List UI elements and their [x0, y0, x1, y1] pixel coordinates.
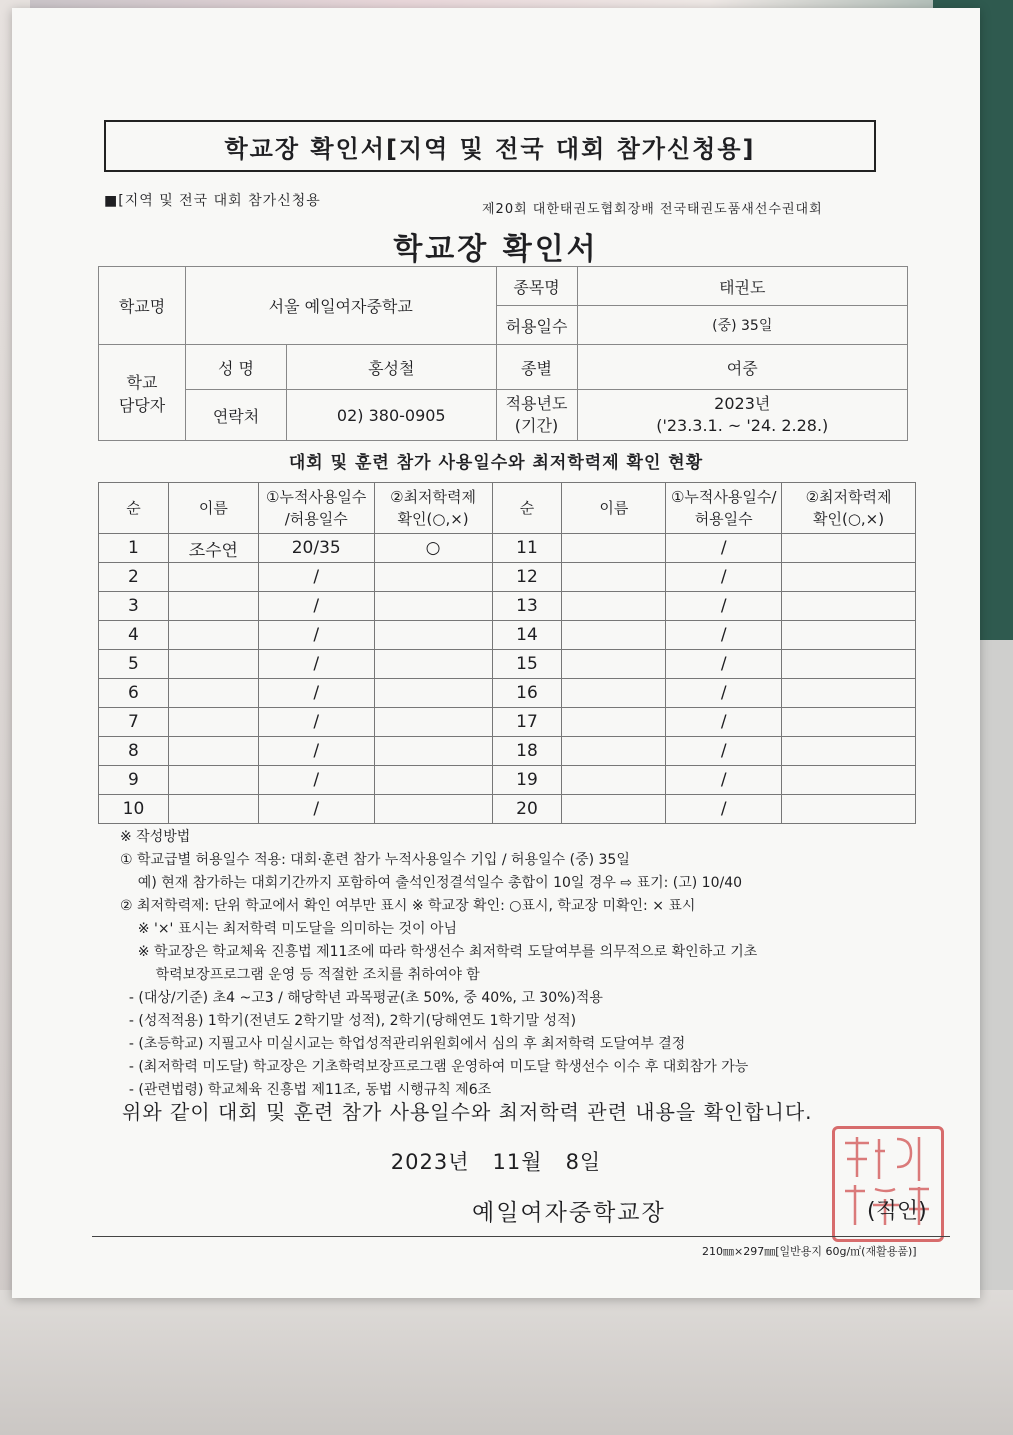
academic-check-cell: [782, 766, 916, 795]
header-days: ①누적사용일수 /허용일수: [258, 483, 374, 534]
issue-date: 2023년 11월 8일: [390, 1150, 602, 1174]
document-paper: [12, 8, 980, 1298]
row-number-cell: 18: [492, 737, 562, 766]
header-check: ②최저학력제 확인(○,×): [374, 483, 492, 534]
row-number-cell: 8: [99, 737, 169, 766]
instruction-line: - (최저학력 미도달) 학교장은 기초학력보장프로그램 운영하여 미도달 학생선수 이수 후 대회참가 가능: [120, 1059, 749, 1075]
student-name-cell: [562, 708, 666, 737]
row-number-cell: 6: [99, 679, 169, 708]
student-name-cell: [168, 795, 258, 824]
allowed-days-label: 허용일수: [496, 306, 577, 345]
contact-value: 02) 380-0905: [287, 390, 497, 441]
header-no: 순: [99, 483, 169, 534]
event-value: 태권도: [577, 267, 908, 306]
year-label: 적용년도 (기간): [496, 390, 577, 441]
row-number-cell: 5: [99, 650, 169, 679]
instruction-line: - (대상/기준) 초4 ~고3 / 해당학년 과목평균(초 50%, 중 40%, 고 30%)적용: [120, 990, 603, 1006]
days-used-cell: /: [258, 592, 374, 621]
days-used-cell: /: [666, 766, 782, 795]
row-number-cell: 14: [492, 621, 562, 650]
academic-check-cell: [374, 795, 492, 824]
row-number-cell: 1: [99, 534, 169, 563]
days-used-cell: /: [666, 795, 782, 824]
academic-check-cell: [782, 650, 916, 679]
academic-check-cell: [782, 679, 916, 708]
academic-check-cell: [782, 621, 916, 650]
days-used-cell: /: [258, 795, 374, 824]
student-name-cell: [562, 795, 666, 824]
student-name-cell: [562, 621, 666, 650]
info-table: [98, 266, 908, 441]
row-number-cell: 3: [99, 592, 169, 621]
student-name-cell: [562, 766, 666, 795]
section-title: 대회 및 훈련 참가 사용일수와 최저학력제 확인 현황: [288, 453, 704, 473]
academic-check-cell: [782, 563, 916, 592]
academic-check-cell: [374, 766, 492, 795]
instruction-line: - (관련법령) 학교체육 진흥법 제11조, 동법 시행규칙 제6조: [120, 1082, 492, 1098]
category-label: 종별: [496, 345, 577, 390]
header-no-2: 순: [492, 483, 562, 534]
table-row: [99, 592, 916, 621]
row-number-cell: 16: [492, 679, 562, 708]
instruction-line: ① 학교급별 허용일수 적용: 대회·훈련 참가 누적사용일수 기입 / 허용일수 (중) 35일: [120, 852, 630, 868]
row-number-cell: 4: [99, 621, 169, 650]
table-row: [99, 621, 916, 650]
row-number-cell: 2: [99, 563, 169, 592]
academic-check-cell: [782, 708, 916, 737]
days-used-cell: /: [258, 708, 374, 737]
academic-check-cell: [374, 679, 492, 708]
manager-label: 학교 담당자: [99, 345, 186, 441]
days-used-cell: /: [258, 737, 374, 766]
academic-check-cell: [374, 737, 492, 766]
academic-check-cell: [374, 708, 492, 737]
days-used-cell: /: [258, 563, 374, 592]
row-number-cell: 13: [492, 592, 562, 621]
header-name-2: 이름: [562, 483, 666, 534]
table-row: [99, 708, 916, 737]
days-used-cell: /: [666, 679, 782, 708]
table-row: [99, 534, 916, 563]
row-number-cell: 11: [492, 534, 562, 563]
days-used-cell: /: [666, 708, 782, 737]
days-used-cell: /: [666, 737, 782, 766]
header-days-2: ①누적사용일수/ 허용일수: [666, 483, 782, 534]
instruction-line: ② 최저학력제: 단위 학교에서 확인 여부만 표시 ※ 학교장 확인: ○표시, 학교장 미확인: × 표시: [120, 898, 696, 914]
subtitle-right: 제20회 대한태권도협회장배 전국태권도품새선수권대회: [482, 202, 823, 217]
student-name-cell: [168, 621, 258, 650]
days-used-cell: /: [666, 534, 782, 563]
instruction-line: ※ 학교장은 학교체육 진흥법 제11조에 따라 학생선수 최저학력 도달여부를 의무적으로 확인하고 기초: [120, 944, 758, 960]
year-value: 2023년 ('23.3.1. ~ '24. 2.28.): [577, 390, 908, 441]
document-title-box: 학교장 확인서[지역 및 전국 대회 참가신청용]: [104, 120, 876, 172]
event-label: 종목명: [496, 267, 577, 306]
academic-check-cell: [374, 621, 492, 650]
academic-check-cell: [782, 795, 916, 824]
academic-check-cell: [374, 650, 492, 679]
student-name-cell: [168, 737, 258, 766]
academic-check-cell: ○: [374, 534, 492, 563]
footer-divider: [92, 1236, 950, 1237]
row-number-cell: 9: [99, 766, 169, 795]
background-desk-bottom: [0, 1290, 1013, 1435]
academic-check-cell: [782, 534, 916, 563]
student-name-cell: [562, 650, 666, 679]
row-number-cell: 12: [492, 563, 562, 592]
name-value: 홍성철: [287, 345, 497, 390]
instruction-line: 예) 현재 참가하는 대회기간까지 포함하여 출석인정결석일수 총합이 10일 경우 ⇨ 표기: (고) 10/40: [120, 875, 743, 891]
student-name-cell: [168, 766, 258, 795]
participation-table: [98, 482, 916, 824]
row-number-cell: 17: [492, 708, 562, 737]
row-number-cell: 7: [99, 708, 169, 737]
student-name-cell: [562, 563, 666, 592]
table-row: [99, 679, 916, 708]
row-number-cell: 19: [492, 766, 562, 795]
days-used-cell: /: [666, 621, 782, 650]
student-name-cell: 조수연: [168, 534, 258, 563]
student-name-cell: [562, 592, 666, 621]
student-name-cell: [168, 679, 258, 708]
student-name-cell: [562, 737, 666, 766]
student-name-cell: [168, 592, 258, 621]
days-used-cell: 20/35: [258, 534, 374, 563]
days-used-cell: /: [258, 621, 374, 650]
table-row: [99, 766, 916, 795]
days-used-cell: /: [666, 592, 782, 621]
subtitle-left: ■[지역 및 전국 대회 참가신청용: [104, 193, 321, 209]
instruction-line: - (초등학교) 지필고사 미실시교는 학업성적관리위원회에서 심의 후 최저학력 도달여부 결정: [120, 1036, 686, 1052]
student-name-cell: [168, 708, 258, 737]
contact-label: 연락처: [186, 390, 287, 441]
table-row: [99, 563, 916, 592]
instruction-line: ※ 작성방법: [120, 829, 191, 845]
school-label: 학교명: [99, 267, 186, 345]
table-header-row: [99, 483, 916, 534]
paper-spec-footer: 210㎜×297㎜[일반용지 60g/㎡(재활용품)]: [702, 1245, 917, 1258]
academic-check-cell: [782, 592, 916, 621]
row-number-cell: 10: [99, 795, 169, 824]
table-row: [99, 737, 916, 766]
instructions: [120, 826, 920, 1102]
days-used-cell: /: [666, 563, 782, 592]
student-name-cell: [562, 534, 666, 563]
seal-label: (직인): [867, 1199, 927, 1224]
days-used-cell: /: [666, 650, 782, 679]
main-title: 학교장 확인서: [393, 232, 599, 267]
allowed-days-value: (중) 35일: [577, 306, 908, 345]
row-number-cell: 20: [492, 795, 562, 824]
instruction-line: - (성적적용) 1학기(전년도 2학기말 성적), 2학기(당해연도 1학기말 성적): [120, 1013, 577, 1029]
name-label: 성 명: [186, 345, 287, 390]
table-row: [99, 650, 916, 679]
table-row: [99, 795, 916, 824]
header-check-2: ②최저학력제 확인(○,×): [782, 483, 916, 534]
row-number-cell: 15: [492, 650, 562, 679]
instruction-line: ※ '×' 표시는 최저학력 미도달을 의미하는 것이 아님: [120, 921, 458, 937]
category-value: 여중: [577, 345, 908, 390]
header-name: 이름: [168, 483, 258, 534]
academic-check-cell: [374, 592, 492, 621]
school-value: 서울 예일여자중학교: [186, 267, 497, 345]
academic-check-cell: [374, 563, 492, 592]
days-used-cell: /: [258, 679, 374, 708]
days-used-cell: /: [258, 650, 374, 679]
academic-check-cell: [782, 737, 916, 766]
principal-title: 예일여자중학교장: [472, 1200, 666, 1226]
student-name-cell: [168, 650, 258, 679]
instruction-line: 학력보장프로그램 운영 등 적절한 조치를 취하여야 함: [120, 967, 480, 983]
confirmation-text: 위와 같이 대회 및 훈련 참가 사용일수와 최저학력 관련 내용을 확인합니다.: [122, 1100, 813, 1124]
days-used-cell: /: [258, 766, 374, 795]
student-name-cell: [168, 563, 258, 592]
student-name-cell: [562, 679, 666, 708]
